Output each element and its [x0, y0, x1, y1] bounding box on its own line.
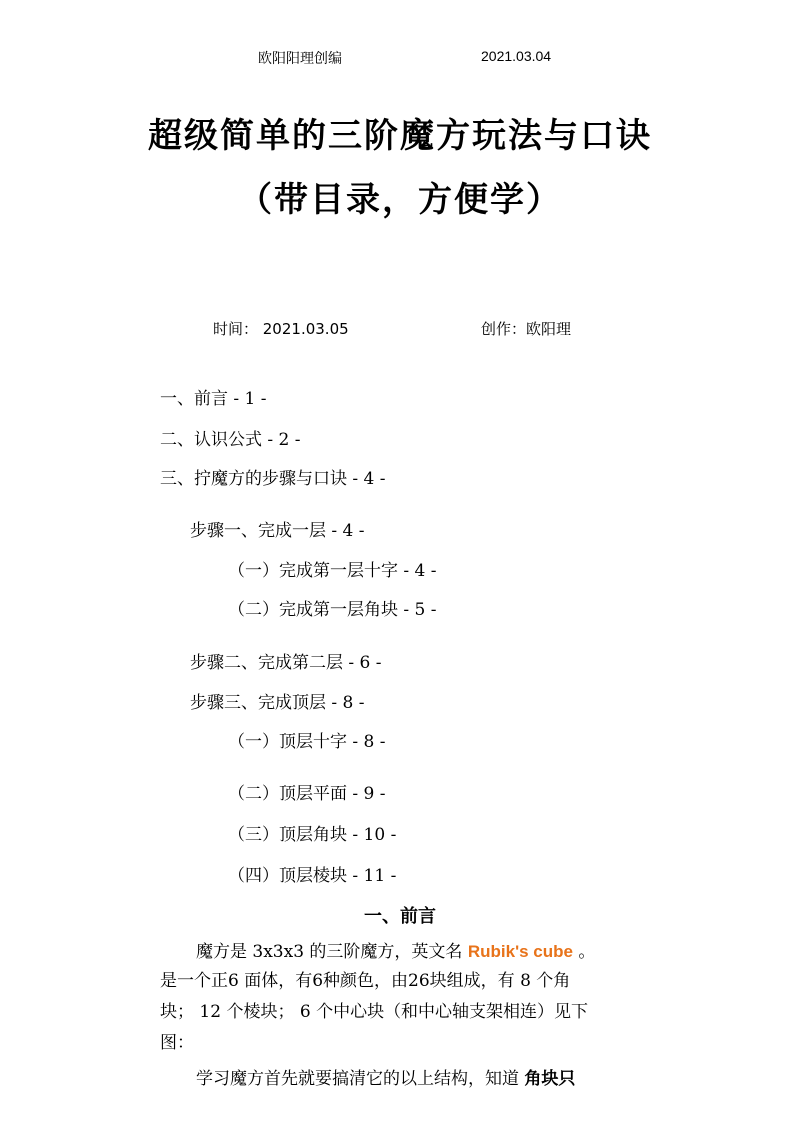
highlight-term: Rubik's cube — [467, 942, 573, 961]
author-label: 创作：欧阳理 — [481, 320, 572, 338]
time-label: 时间： 2021.03.05 — [213, 320, 349, 338]
toc-item-step2[interactable]: 步骤二、完成第二层 - 6 - — [190, 653, 382, 673]
paragraph-text: 学习魔方首先就要搞清它的以上结构，知道 — [196, 1069, 525, 1089]
paragraph-line — [196, 937, 595, 962]
paragraph-line: 块； 12 个棱块； 6 个中心块（和中心轴支架相连）见下 — [160, 1002, 589, 1022]
paragraph-line — [196, 1064, 575, 1089]
toc-item-step3[interactable]: 步骤三、完成顶层 - 8 - — [190, 693, 365, 713]
toc-item-step1-cross[interactable]: （一）完成第一层十字 - 4 - — [228, 561, 437, 581]
paragraph-text: 魔方是 3x3x3 的三阶魔方，英文名 — [196, 942, 468, 962]
doc-subtitle: （带目录，方便学） — [238, 180, 562, 220]
doc-title: 超级简单的三阶魔方玩法与口诀 — [148, 116, 652, 156]
toc-item-preface[interactable]: 一、前言 - 1 - — [160, 389, 267, 409]
toc-item-step1[interactable]: 步骤一、完成一层 - 4 - — [190, 521, 365, 541]
toc-item-steps[interactable]: 三、拧魔方的步骤与口诀 - 4 - — [160, 469, 386, 489]
bold-text: 角块只 — [524, 1069, 576, 1089]
toc-item-top-corners[interactable]: （三）顶层角块 - 10 - — [228, 825, 397, 845]
header-left: 欧阳阳理创编 — [258, 50, 342, 66]
toc-item-top-edges[interactable]: （四）顶层棱块 - 11 - — [228, 866, 397, 886]
section-heading: 一、前言 — [364, 906, 436, 927]
paragraph-line: 图： — [160, 1033, 194, 1053]
toc-item-top-cross[interactable]: （一）顶层十字 - 8 - — [228, 732, 386, 752]
paragraph-line: 是一个正6 面体，有6种颜色，由26块组成，有 8 个角 — [160, 971, 571, 991]
toc-item-top-face[interactable]: （二）顶层平面 - 9 - — [228, 784, 386, 804]
toc-item-step1-corners[interactable]: （二）完成第一层角块 - 5 - — [228, 600, 437, 620]
paragraph-text: 。 — [572, 942, 596, 962]
header-date: 2021.03.04 — [481, 48, 552, 64]
toc-item-formulas[interactable]: 二、认识公式 - 2 - — [160, 430, 301, 450]
